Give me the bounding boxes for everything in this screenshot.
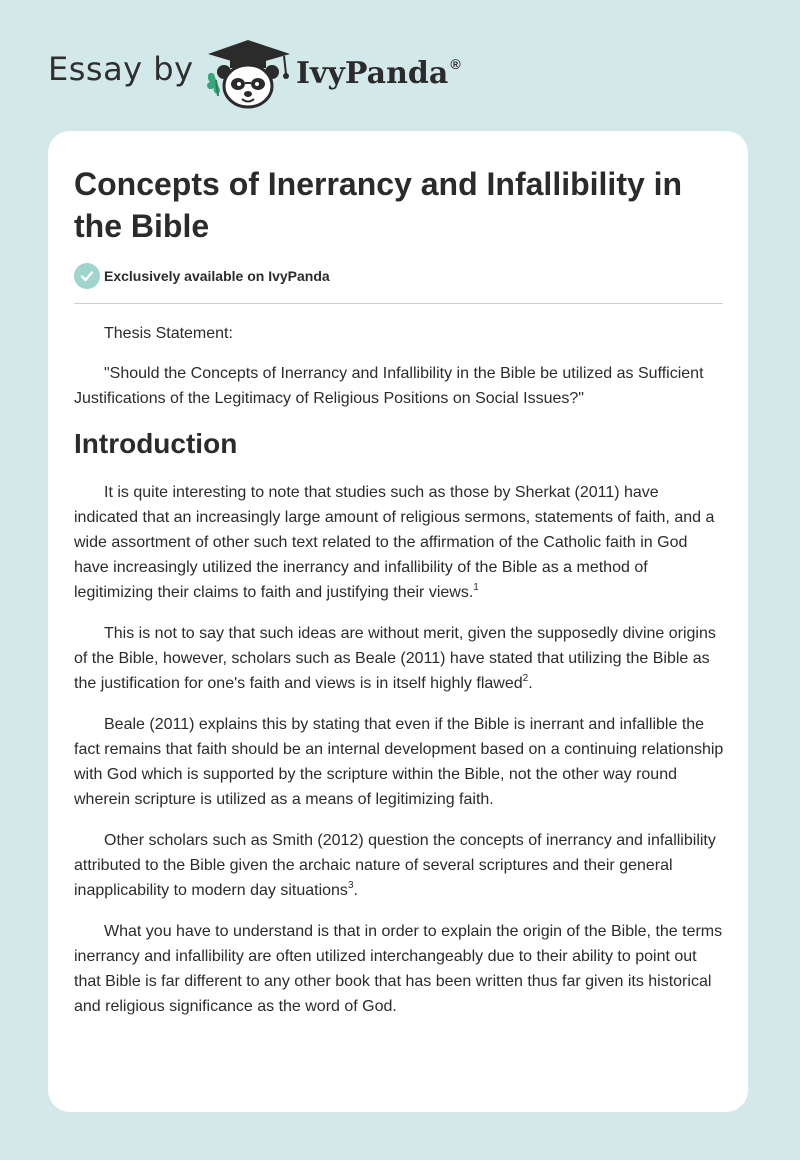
exclusive-badge (74, 263, 330, 289)
trademark-symbol: ® (450, 56, 461, 72)
paragraph-4 (74, 828, 724, 903)
exclusive-badge-label: Exclusively available on IvyPanda (104, 268, 330, 284)
paragraph-2-end: . (528, 675, 533, 692)
essay-by-label: Essay by (48, 50, 194, 88)
page-title: Concepts of Inerrancy and Infallibility in the Bible (74, 166, 683, 244)
essay-card (48, 131, 748, 1112)
panda-logo-icon[interactable] (200, 36, 296, 110)
brand-logo-text[interactable] (296, 56, 461, 91)
panda-graduate-icon (200, 36, 296, 110)
brand-name: IvyPanda (296, 56, 449, 91)
paragraph-1 (74, 480, 724, 605)
footnote-ref-3[interactable]: 3 (347, 880, 354, 891)
site-header (48, 30, 748, 110)
paragraph-1-text: It is quite interesting to note that studies such as those by Sherkat (2011) have indicated that an increasingly large amount of religious sermons, statements of faith, and a wide assortment of other such text related to the affirmation of the Catholic faith in God have increasingly utilized the inerrancy and infallibility of the Bible as a method of legitimizing their claims to faith and justifying their views. (74, 484, 715, 601)
thesis-statement: "Should the Concepts of Inerrancy and Infallibility in the Bible be utilized as Sufficient Justifications of the Legitimacy of Religious Positions on Social Issues?" (74, 365, 704, 407)
check-circle-icon (74, 263, 100, 289)
paragraph-5: What you have to understand is that in order to explain the origin of the Bible, the terms inerrancy and infallibility are often utilized interchangeably due to their ability to point out that Bible is far different to any other book that has been written thus far given its historical and religious significance as the word of God. (74, 923, 723, 1015)
essay-body (74, 321, 724, 1035)
paragraph-2-text: This is not to say that such ideas are without merit, given the supposedly divine origins of the Bible, however, scholars such as Beale (2011) have stated that utilizing the Bible as the justification for one's faith and views is in itself highly flawed (74, 625, 716, 692)
paragraph-3: Beale (2011) explains this by stating that even if the Bible is inerrant and infallible the fact remains that faith should be an internal development based on a continuing relationship with God which is supported by the scripture within the Bible, not the other way round wherein scripture is utilized as a means of legitimizing faith. (74, 716, 724, 808)
footnote-ref-2[interactable]: 2 (522, 673, 529, 684)
thesis-label: Thesis Statement: (104, 325, 233, 342)
paragraph-4-text: Other scholars such as Smith (2012) question the concepts of inerrancy and infallibility attributed to the Bible given the archaic nature of several scriptures and their general inapplicability to modern day situations (74, 832, 716, 899)
section-heading: Introduction (74, 428, 238, 459)
paragraph-4-end: . (353, 882, 358, 899)
footnote-ref-1[interactable]: 1 (473, 582, 479, 593)
paragraph-2 (74, 621, 724, 696)
divider (74, 303, 723, 304)
